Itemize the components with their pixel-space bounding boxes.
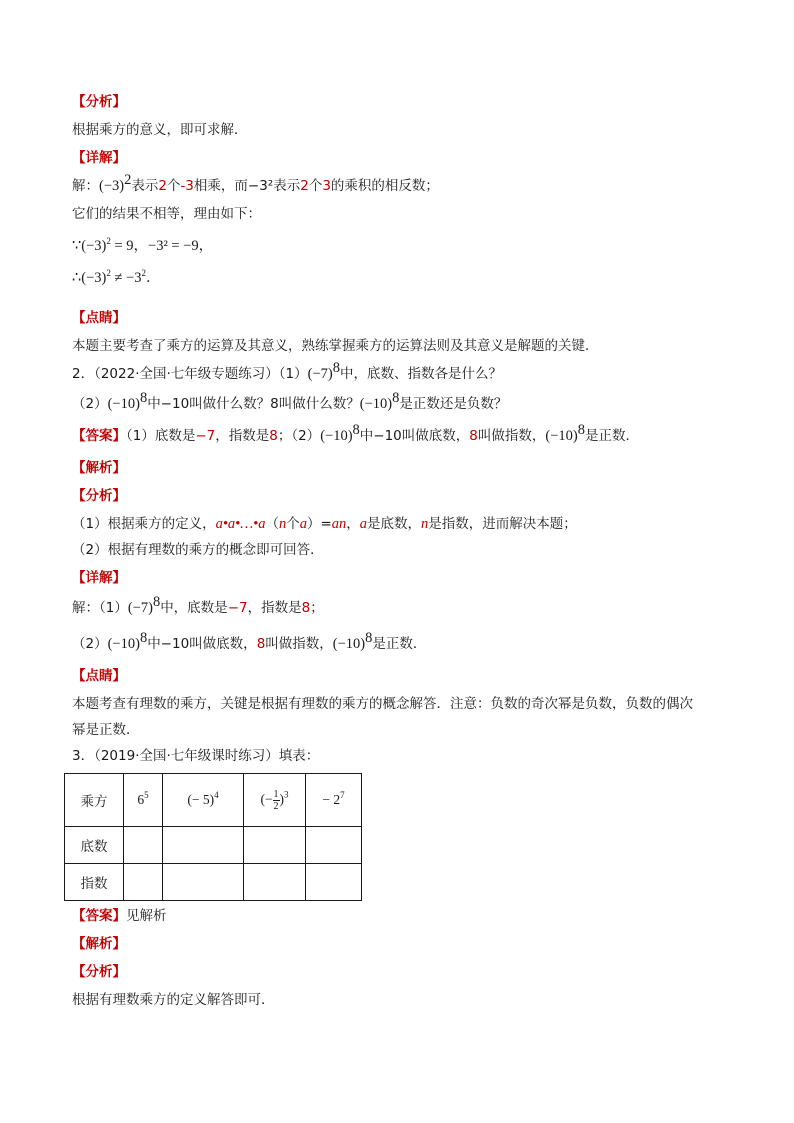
header-cell: (− 5)$^4$ xyxy=(163,774,244,827)
comment-label: 【点睛】 xyxy=(72,310,126,326)
row-label-base: 底数 xyxy=(65,827,124,864)
q2-heading: 2．（2022·全国·七年级专题练习）$(1)(-7)^8$中，底数、指数各是什么？ xyxy=(72,360,502,382)
empty-cell xyxy=(163,827,244,864)
row-label-power: 乘方 xyxy=(65,774,124,827)
q2-detail-2: $(2)(-10)^8$中−10叫做底数，8叫做指数，$(-10)^8$是正数． xyxy=(72,630,427,652)
q2-analysis-label: 【分析】 xyxy=(72,488,126,504)
table-row xyxy=(65,864,362,901)
q2-detail-label: 【详解】 xyxy=(72,570,126,586)
comment-text: 本题主要考查了乘方的运算及其意义，熟练掌握乘方的运算法则及其意义是解题的关键． xyxy=(72,338,599,354)
q3-analysis-label: 【分析】 xyxy=(72,964,126,980)
header-cell: $6^5$ xyxy=(124,774,163,827)
empty-cell xyxy=(124,827,163,864)
q2-answer: 【答案】（1）底数是−7，指数是8；$(2)(-10)^8$中−10叫做底数，8叫做指数，$(-10)^8$是正数． xyxy=(72,422,639,444)
analysis-label: 【分析】 xyxy=(72,94,126,110)
empty-cell xyxy=(306,827,362,864)
q2-subquestion: $(2)(-10)^8$中−10叫做什么数？8叫做什么数？$(-10)^8$是正数还是负数？ xyxy=(72,390,508,412)
q2-analysis-2: （2）根据有理数的乘方的概念即可回答． xyxy=(72,542,324,558)
analysis-text: 根据乘方的意义，即可求解． xyxy=(72,122,248,138)
reason-line: 它们的结果不相等，理由如下： xyxy=(72,206,261,222)
q3-answer: 【答案】见解析 xyxy=(72,908,167,924)
q2-analysis-1: （1）根据乘方的定义，a•a•…•a（n个a）=an，a是底数，n是指数，进而解决本题； xyxy=(72,516,577,532)
q2-comment-label: 【点睛】 xyxy=(72,668,126,684)
q2-comment-line1: 本题考查有理数的乘方，关键是根据有理数的乘方的概念解答．注意：负数的奇次幂是负数，负数的偶次 xyxy=(72,696,693,712)
q3-parse-label: 【解析】 xyxy=(72,936,126,952)
q2-comment-line2: 幂是正数． xyxy=(72,722,140,738)
table-row xyxy=(65,827,362,864)
empty-cell xyxy=(306,864,362,901)
because-line: $\because(-3)^2 = 9$，−3² = −9， xyxy=(72,236,214,254)
q3-analysis-text: 根据有理数乘方的定义解答即可． xyxy=(72,992,275,1008)
therefore-line: $\therefore(-3)^2 \ne -3^2$． xyxy=(72,268,161,286)
detail-label: 【详解】 xyxy=(72,150,126,166)
header-cell: (− $\frac{1}{2}$ )$^3$ xyxy=(244,774,306,827)
table-row xyxy=(65,774,362,827)
exponent-table xyxy=(64,773,362,901)
q2-detail-1: 解：$(1)(-7)^8$中，底数是−7，指数是8； xyxy=(72,594,324,616)
header-cell: − $2^7$ xyxy=(306,774,362,827)
q2-parse-label: 【解析】 xyxy=(72,460,126,476)
empty-cell xyxy=(163,864,244,901)
solution-line: 解：$(-3)^2$表示2个-3相乘，而−3²表示2个3的乘积的相反数； xyxy=(72,172,439,194)
row-label-exponent: 指数 xyxy=(65,864,124,901)
empty-cell xyxy=(124,864,163,901)
empty-cell xyxy=(244,864,306,901)
empty-cell xyxy=(244,827,306,864)
q3-heading: 3．（2019·全国·七年级课时练习）填表： xyxy=(72,748,320,764)
